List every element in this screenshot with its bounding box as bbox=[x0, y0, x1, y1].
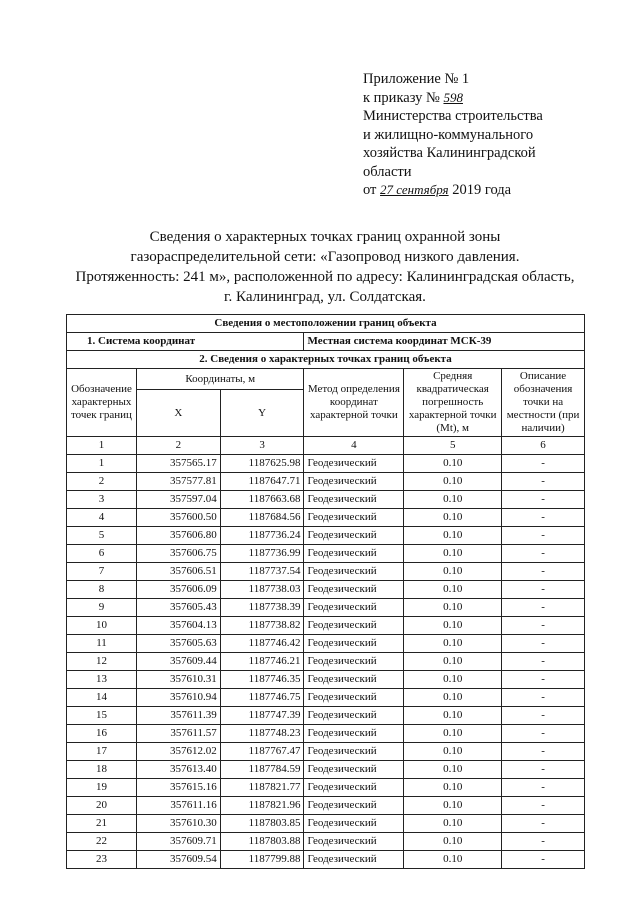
accuracy: 0.10 bbox=[404, 761, 502, 779]
header-description: Описание обозначения точки на местности (при наличии) bbox=[502, 369, 585, 437]
accuracy: 0.10 bbox=[404, 779, 502, 797]
coord-y: 1187746.35 bbox=[220, 671, 304, 689]
point-number: 8 bbox=[67, 581, 137, 599]
header-accuracy: Средняя квадратическая погрешность характерной точки (Mt), м bbox=[404, 369, 502, 437]
description: - bbox=[502, 815, 585, 833]
coord-y: 1187736.24 bbox=[220, 527, 304, 545]
coord-x: 357610.30 bbox=[136, 815, 220, 833]
accuracy: 0.10 bbox=[404, 455, 502, 473]
table-row bbox=[67, 797, 585, 815]
coord-x: 357606.75 bbox=[136, 545, 220, 563]
method: Геодезический bbox=[304, 581, 404, 599]
coord-x: 357610.94 bbox=[136, 689, 220, 707]
column-number: 1 bbox=[67, 437, 137, 455]
point-number: 11 bbox=[67, 635, 137, 653]
points-section-title: 2. Сведения о характерных точках границ объекта bbox=[67, 351, 585, 369]
coord-x: 357609.71 bbox=[136, 833, 220, 851]
coord-y: 1187663.68 bbox=[220, 491, 304, 509]
method: Геодезический bbox=[304, 635, 404, 653]
coord-y: 1187821.77 bbox=[220, 779, 304, 797]
method: Геодезический bbox=[304, 725, 404, 743]
coord-x: 357606.51 bbox=[136, 563, 220, 581]
coord-x: 357611.16 bbox=[136, 797, 220, 815]
coord-y: 1187647.71 bbox=[220, 473, 304, 491]
coord-x: 357606.09 bbox=[136, 581, 220, 599]
method: Геодезический bbox=[304, 833, 404, 851]
description: - bbox=[502, 779, 585, 797]
order-prefix: к приказу № bbox=[363, 89, 440, 106]
appendix-block bbox=[363, 70, 543, 200]
coord-y: 1187803.88 bbox=[220, 833, 304, 851]
column-number: 2 bbox=[136, 437, 220, 455]
table-row bbox=[67, 509, 585, 527]
accuracy: 0.10 bbox=[404, 689, 502, 707]
description: - bbox=[502, 725, 585, 743]
coord-y: 1187747.39 bbox=[220, 707, 304, 725]
table-row bbox=[67, 491, 585, 509]
coord-y: 1187803.85 bbox=[220, 815, 304, 833]
coord-y: 1187738.03 bbox=[220, 581, 304, 599]
coord-y: 1187625.98 bbox=[220, 455, 304, 473]
coord-x: 357609.54 bbox=[136, 851, 220, 869]
description: - bbox=[502, 743, 585, 761]
accuracy: 0.10 bbox=[404, 563, 502, 581]
description: - bbox=[502, 617, 585, 635]
point-number: 23 bbox=[67, 851, 137, 869]
coord-y: 1187799.88 bbox=[220, 851, 304, 869]
table-row bbox=[67, 581, 585, 599]
point-number: 5 bbox=[67, 527, 137, 545]
description: - bbox=[502, 545, 585, 563]
point-number: 17 bbox=[67, 743, 137, 761]
point-number: 6 bbox=[67, 545, 137, 563]
coord-system-value: Местная система координат МСК-39 bbox=[304, 333, 585, 351]
table-row bbox=[67, 599, 585, 617]
appendix-line-4: и жилищно-коммунального bbox=[363, 126, 534, 143]
coord-y: 1187748.23 bbox=[220, 725, 304, 743]
description: - bbox=[502, 635, 585, 653]
coord-y: 1187767.47 bbox=[220, 743, 304, 761]
method: Геодезический bbox=[304, 851, 404, 869]
description: - bbox=[502, 689, 585, 707]
accuracy: 0.10 bbox=[404, 509, 502, 527]
appendix-line-5: хозяйства Калининградской bbox=[363, 145, 536, 161]
coord-y: 1187746.21 bbox=[220, 653, 304, 671]
point-number: 19 bbox=[67, 779, 137, 797]
accuracy: 0.10 bbox=[404, 581, 502, 599]
description: - bbox=[502, 851, 585, 869]
coord-x: 357604.13 bbox=[136, 617, 220, 635]
accuracy: 0.10 bbox=[404, 527, 502, 545]
point-number: 10 bbox=[67, 617, 137, 635]
method: Геодезический bbox=[304, 473, 404, 491]
coord-x: 357613.40 bbox=[136, 761, 220, 779]
accuracy: 0.10 bbox=[404, 653, 502, 671]
title-line-3: Протяженность: 241 м», расположенной по адресу: Калининградская область, bbox=[75, 269, 575, 285]
appendix-date-line bbox=[363, 181, 543, 200]
method: Геодезический bbox=[304, 455, 404, 473]
description: - bbox=[502, 563, 585, 581]
accuracy: 0.10 bbox=[404, 707, 502, 725]
table-row bbox=[67, 725, 585, 743]
method: Геодезический bbox=[304, 779, 404, 797]
method: Геодезический bbox=[304, 743, 404, 761]
header-method: Метод определения координат характерной точки bbox=[304, 369, 404, 437]
table-row bbox=[67, 743, 585, 761]
coord-x: 357615.16 bbox=[136, 779, 220, 797]
point-number: 9 bbox=[67, 599, 137, 617]
date-prefix: от bbox=[363, 182, 377, 198]
title-line-4: г. Калининград, ул. Солдатская. bbox=[224, 289, 426, 305]
table-row bbox=[67, 851, 585, 869]
coord-y: 1187684.56 bbox=[220, 509, 304, 527]
point-number: 16 bbox=[67, 725, 137, 743]
section-title: Сведения о местоположении границ объекта bbox=[67, 315, 585, 333]
column-number-row bbox=[67, 437, 585, 455]
accuracy: 0.10 bbox=[404, 545, 502, 563]
method: Геодезический bbox=[304, 653, 404, 671]
order-number: 598 bbox=[443, 89, 463, 105]
column-number: 6 bbox=[502, 437, 585, 455]
accuracy: 0.10 bbox=[404, 851, 502, 869]
method: Геодезический bbox=[304, 707, 404, 725]
accuracy: 0.10 bbox=[404, 671, 502, 689]
point-number: 15 bbox=[67, 707, 137, 725]
description: - bbox=[502, 509, 585, 527]
coord-x: 357605.43 bbox=[136, 599, 220, 617]
method: Геодезический bbox=[304, 563, 404, 581]
title-line-1: Сведения о характерных точках границ охранной зоны bbox=[149, 229, 501, 245]
description: - bbox=[502, 581, 585, 599]
table-row bbox=[67, 527, 585, 545]
coord-x: 357612.02 bbox=[136, 743, 220, 761]
point-number: 12 bbox=[67, 653, 137, 671]
method: Геодезический bbox=[304, 815, 404, 833]
table-row bbox=[67, 779, 585, 797]
header-x: X bbox=[136, 390, 220, 437]
title-line-2: газораспределительной сети: «Газопровод низкого давления. bbox=[130, 249, 520, 265]
description: - bbox=[502, 833, 585, 851]
method: Геодезический bbox=[304, 491, 404, 509]
table-row bbox=[67, 653, 585, 671]
table-row bbox=[67, 689, 585, 707]
accuracy: 0.10 bbox=[404, 617, 502, 635]
table-row bbox=[67, 707, 585, 725]
header-point: Обозначение характерных точек границ bbox=[67, 369, 137, 437]
accuracy: 0.10 bbox=[404, 473, 502, 491]
point-number: 1 bbox=[67, 455, 137, 473]
coord-y: 1187746.42 bbox=[220, 635, 304, 653]
coord-x: 357565.17 bbox=[136, 455, 220, 473]
description: - bbox=[502, 797, 585, 815]
description: - bbox=[502, 491, 585, 509]
point-number: 18 bbox=[67, 761, 137, 779]
coord-system-label: 1. Система координат bbox=[67, 333, 304, 351]
coord-y: 1187784.59 bbox=[220, 761, 304, 779]
coord-y: 1187738.82 bbox=[220, 617, 304, 635]
header-coords: Координаты, м bbox=[136, 369, 304, 390]
coord-x: 357605.63 bbox=[136, 635, 220, 653]
header-y: Y bbox=[220, 390, 304, 437]
point-number: 2 bbox=[67, 473, 137, 491]
table-row bbox=[67, 833, 585, 851]
column-number: 5 bbox=[404, 437, 502, 455]
method: Геодезический bbox=[304, 671, 404, 689]
coord-x: 357611.39 bbox=[136, 707, 220, 725]
coord-x: 357577.81 bbox=[136, 473, 220, 491]
description: - bbox=[502, 599, 585, 617]
point-number: 4 bbox=[67, 509, 137, 527]
method: Геодезический bbox=[304, 509, 404, 527]
accuracy: 0.10 bbox=[404, 815, 502, 833]
coord-y: 1187738.39 bbox=[220, 599, 304, 617]
appendix-order-line bbox=[363, 89, 543, 108]
coord-y: 1187821.96 bbox=[220, 797, 304, 815]
point-number: 21 bbox=[67, 815, 137, 833]
boundary-points-table bbox=[66, 314, 585, 869]
accuracy: 0.10 bbox=[404, 491, 502, 509]
table-row bbox=[67, 545, 585, 563]
document-title bbox=[60, 227, 590, 307]
coord-x: 357600.50 bbox=[136, 509, 220, 527]
accuracy: 0.10 bbox=[404, 833, 502, 851]
table-row bbox=[67, 671, 585, 689]
date-handwritten: 27 сентября bbox=[380, 182, 449, 197]
table-row bbox=[67, 815, 585, 833]
method: Геодезический bbox=[304, 617, 404, 635]
description: - bbox=[502, 473, 585, 491]
accuracy: 0.10 bbox=[404, 797, 502, 815]
coord-x: 357597.04 bbox=[136, 491, 220, 509]
accuracy: 0.10 bbox=[404, 743, 502, 761]
method: Геодезический bbox=[304, 797, 404, 815]
table-row bbox=[67, 635, 585, 653]
description: - bbox=[502, 455, 585, 473]
method: Геодезический bbox=[304, 599, 404, 617]
appendix-line-3: Министерства строительства bbox=[363, 108, 543, 124]
coord-y: 1187746.75 bbox=[220, 689, 304, 707]
coord-x: 357610.31 bbox=[136, 671, 220, 689]
table-row bbox=[67, 563, 585, 581]
appendix-line-1: Приложение № 1 bbox=[363, 71, 470, 87]
date-suffix: 2019 года bbox=[452, 182, 512, 198]
description: - bbox=[502, 761, 585, 779]
accuracy: 0.10 bbox=[404, 725, 502, 743]
description: - bbox=[502, 671, 585, 689]
point-number: 14 bbox=[67, 689, 137, 707]
appendix-line-6: области bbox=[363, 163, 412, 180]
method: Геодезический bbox=[304, 689, 404, 707]
description: - bbox=[502, 527, 585, 545]
description: - bbox=[502, 653, 585, 671]
coord-y: 1187737.54 bbox=[220, 563, 304, 581]
coord-x: 357606.80 bbox=[136, 527, 220, 545]
point-number: 3 bbox=[67, 491, 137, 509]
accuracy: 0.10 bbox=[404, 635, 502, 653]
point-number: 22 bbox=[67, 833, 137, 851]
table-row bbox=[67, 473, 585, 491]
accuracy: 0.10 bbox=[404, 599, 502, 617]
method: Геодезический bbox=[304, 761, 404, 779]
coord-y: 1187736.99 bbox=[220, 545, 304, 563]
description: - bbox=[502, 707, 585, 725]
column-number: 4 bbox=[304, 437, 404, 455]
column-number: 3 bbox=[220, 437, 304, 455]
table-row bbox=[67, 455, 585, 473]
table-row bbox=[67, 761, 585, 779]
method: Геодезический bbox=[304, 527, 404, 545]
coord-x: 357609.44 bbox=[136, 653, 220, 671]
point-number: 7 bbox=[67, 563, 137, 581]
point-number: 20 bbox=[67, 797, 137, 815]
method: Геодезический bbox=[304, 545, 404, 563]
table-row bbox=[67, 617, 585, 635]
coord-x: 357611.57 bbox=[136, 725, 220, 743]
point-number: 13 bbox=[67, 671, 137, 689]
